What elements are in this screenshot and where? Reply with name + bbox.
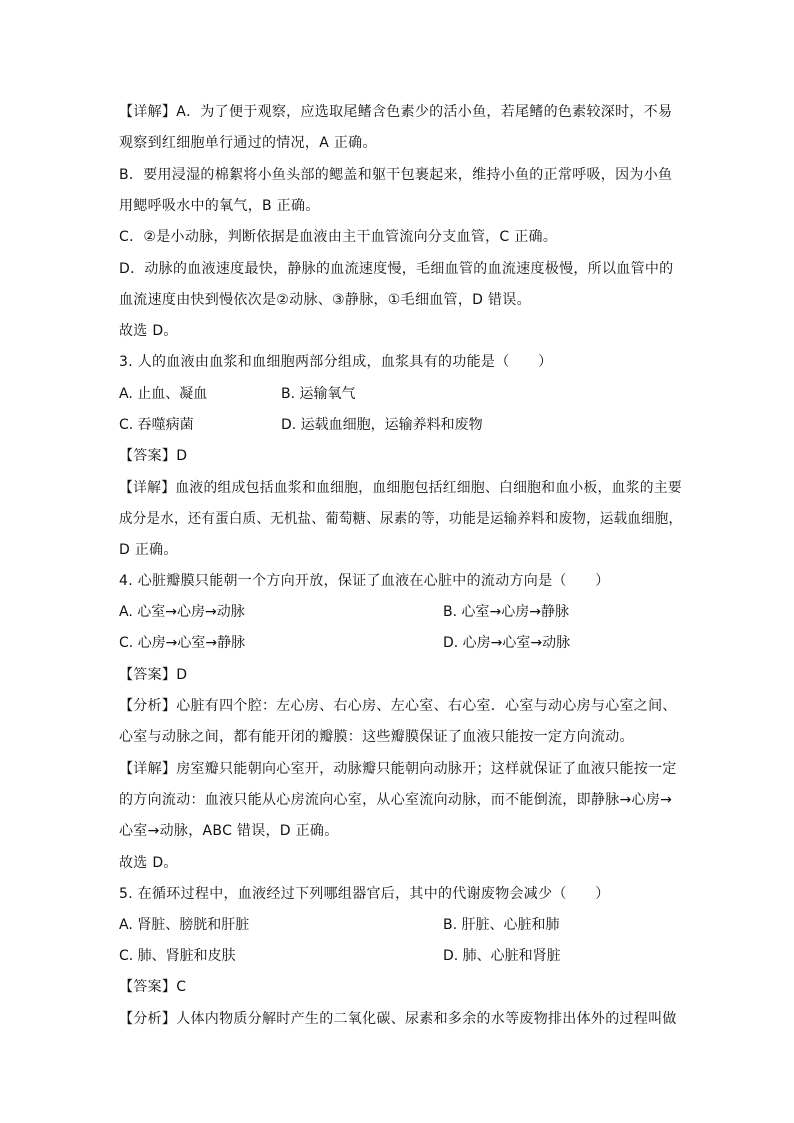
q3-option-d: D. 运载血细胞，运输养料和废物 bbox=[281, 417, 483, 433]
q4-option-d: D. 心房→心室→动脉 bbox=[443, 635, 571, 651]
question-5-stem: 5. 在循环过程中，血液经过下列哪组器官后，其中的代谢废物会减少（ ） bbox=[119, 886, 610, 902]
q5-option-c: C. 肺、肾脏和皮肤 bbox=[119, 948, 236, 964]
q5-option-d: D. 肺、心脏和肾脏 bbox=[443, 948, 561, 964]
answer-label: 【答案】C bbox=[119, 979, 187, 995]
text-line: 血流速度由快到慢依次是②动脉、③静脉，①毛细血管，D 错误。 bbox=[119, 292, 531, 308]
text-line: 【分析】人体内物质分解时产生的二氧化碳、尿素和多余的水等废物排出体外的过程叫做 bbox=[119, 1011, 677, 1027]
answer-label: 【答案】D bbox=[119, 448, 188, 464]
text-line: 用鳃呼吸水中的氧气，B 正确。 bbox=[119, 198, 320, 214]
text-line: C．②是小动脉，判断依据是血液由主干血管流向分支血管，C 正确。 bbox=[119, 229, 558, 245]
text-line: B．要用浸湿的棉絮将小鱼头部的鳃盖和躯干包裹起来，维持小鱼的正常呼吸，因为小鱼 bbox=[119, 167, 673, 183]
text-line: 心室与动脉之间，都有能开闭的瓣膜：这些瓣膜保证了血液只能按一定方向流动。 bbox=[119, 729, 634, 745]
text-line: 【详解】房室瓣只能朝向心室开，动脉瓣只能朝向动脉开；这样就保证了血液只能按一定 bbox=[119, 761, 677, 777]
q3-option-a: A. 止血、凝血 bbox=[119, 386, 208, 402]
q5-option-a: A. 肾脏、膀胱和肝脏 bbox=[119, 917, 250, 933]
text-line: 【详解】A．为了便于观察，应选取尾鳍含色素少的活小鱼，若尾鳍的色素较深时，不易 bbox=[119, 104, 673, 120]
text-line: 故选 D。 bbox=[119, 855, 178, 871]
text-line: 【分析】心脏有四个腔：左心房、右心房、左心室、右心室．心室与动心房与心室之间、 bbox=[119, 698, 677, 714]
answer-label: 【答案】D bbox=[119, 667, 188, 683]
text-line: 的方向流动：血液只能从心房流向心室，从心室流向动脉，而不能倒流，即静脉→心房→ bbox=[119, 792, 673, 808]
question-4-stem: 4. 心脏瓣膜只能朝一个方向开放，保证了血液在心脏中的流动方向是（ ） bbox=[119, 573, 610, 589]
q4-option-a: A. 心室→心房→动脉 bbox=[119, 604, 245, 620]
q4-option-b: B. 心室→心房→静脉 bbox=[443, 604, 569, 620]
q3-option-c: C. 吞噬病菌 bbox=[119, 417, 194, 433]
text-line: 成分是水，还有蛋白质、无机盐、葡萄糖、尿素的等，功能是运输养料和废物，运载血细胞， bbox=[119, 511, 683, 527]
text-line: 故选 D。 bbox=[119, 323, 178, 339]
text-line: 观察到红细胞单行通过的情况，A 正确。 bbox=[119, 135, 377, 151]
text-line: D 正确。 bbox=[119, 542, 178, 558]
text-line: 心室→动脉，ABC 错误，D 正确。 bbox=[119, 823, 339, 839]
q4-option-c: C. 心房→心室→静脉 bbox=[119, 635, 246, 651]
question-3-stem: 3. 人的血液由血浆和血细胞两部分组成，血浆具有的功能是（ ） bbox=[119, 354, 553, 370]
q3-option-b: B. 运输氧气 bbox=[281, 386, 356, 402]
q5-option-b: B. 肝脏、心脏和肺 bbox=[443, 917, 560, 933]
text-line: D．动脉的血液速度最快，静脉的血流速度慢，毛细血管的血流速度极慢，所以血管中的 bbox=[119, 261, 674, 277]
text-line: 【详解】血液的组成包括血浆和血细胞，血细胞包括红细胞、白细胞和血小板，血浆的主要 bbox=[119, 480, 682, 496]
